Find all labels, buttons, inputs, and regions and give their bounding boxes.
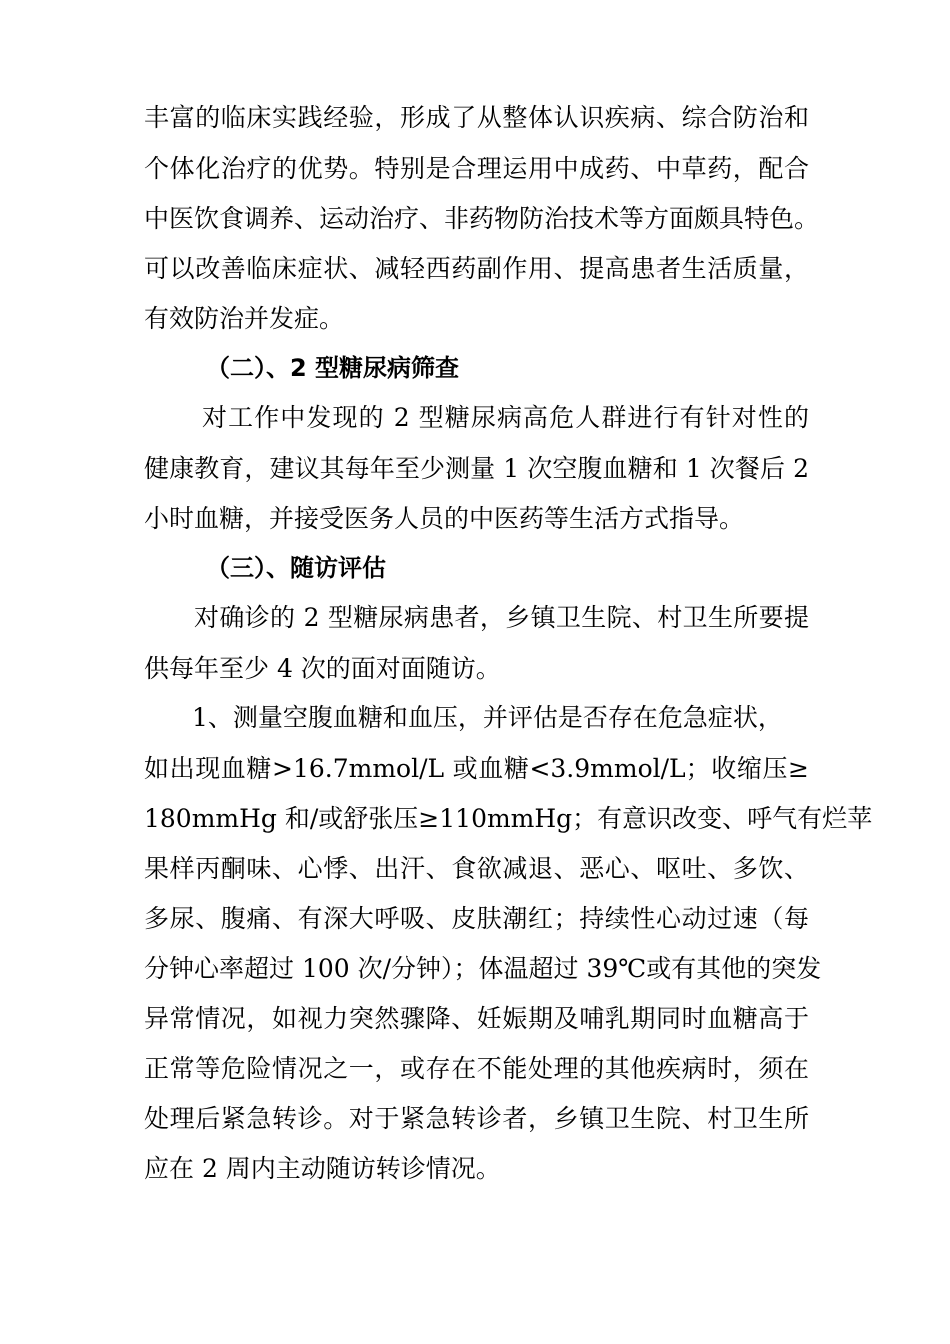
item-1-line-6: 分钟心率超过 100 次/分钟）；体温超过 39℃或有其他的突发 bbox=[144, 954, 822, 983]
section-2-line-1: 对工作中发现的 2 型糖尿病高危人群进行有针对性的 bbox=[202, 403, 809, 432]
section-2-line-3: 小时血糖，并接受医务人员的中医药等生活方式指导。 bbox=[144, 504, 745, 533]
paragraph-1-line-3: 中医饮食调养、运动治疗、非药物防治技术等方面颇具特色。 bbox=[144, 204, 820, 233]
paragraph-1-line-4: 可以改善临床症状、减轻西药副作用、提高患者生活质量， bbox=[144, 254, 809, 283]
item-1-line-3: 180mmHg 和/或舒张压≥110mmHg；有意识改变、呼气有烂苹 bbox=[144, 804, 873, 833]
section-2-line-2: 健康教育，建议其每年至少测量 1 次空腹血糖和 1 次餐后 2 bbox=[144, 454, 809, 483]
item-1-line-7: 异常情况，如视力突然骤降、妊娠期及哺乳期同时血糖高于 bbox=[144, 1004, 809, 1033]
paragraph-1-line-2: 个体化治疗的优势。特别是合理运用中成药、中草药，配合 bbox=[144, 154, 809, 183]
item-1-line-4: 果样丙酮味、心悸、出汗、食欲减退、恶心、呕吐、多饮、 bbox=[144, 854, 809, 883]
section-3-heading: （三）、随访评估 bbox=[206, 554, 386, 582]
item-1-line-5: 多尿、腹痛、有深大呼吸、皮肤潮红；持续性心动过速（每 bbox=[144, 904, 809, 933]
section-2-heading: （二）、2 型糖尿病筛查 bbox=[206, 354, 460, 382]
item-1-line-2: 如出现血糖>16.7mmol/L 或血糖<3.9mmol/L；收缩压≥ bbox=[144, 754, 809, 783]
item-1-line-1: 1、测量空腹血糖和血压，并评估是否存在危急症状， bbox=[192, 703, 783, 732]
item-1-line-10: 应在 2 周内主动随访转诊情况。 bbox=[144, 1154, 501, 1183]
section-3-intro-line-1: 对确诊的 2 型糖尿病患者，乡镇卫生院、村卫生所要提 bbox=[194, 603, 809, 632]
paragraph-1-line-1: 丰富的临床实践经验，形成了从整体认识疾病、综合防治和 bbox=[144, 103, 809, 132]
item-1-line-8: 正常等危险情况之一，或存在不能处理的其他疾病时，须在 bbox=[144, 1054, 809, 1083]
item-1-line-9: 处理后紧急转诊。对于紧急转诊者，乡镇卫生院、村卫生所 bbox=[144, 1104, 809, 1133]
paragraph-1-line-5: 有效防治并发症。 bbox=[144, 304, 345, 333]
section-3-intro-line-2: 供每年至少 4 次的面对面随访。 bbox=[144, 654, 501, 683]
